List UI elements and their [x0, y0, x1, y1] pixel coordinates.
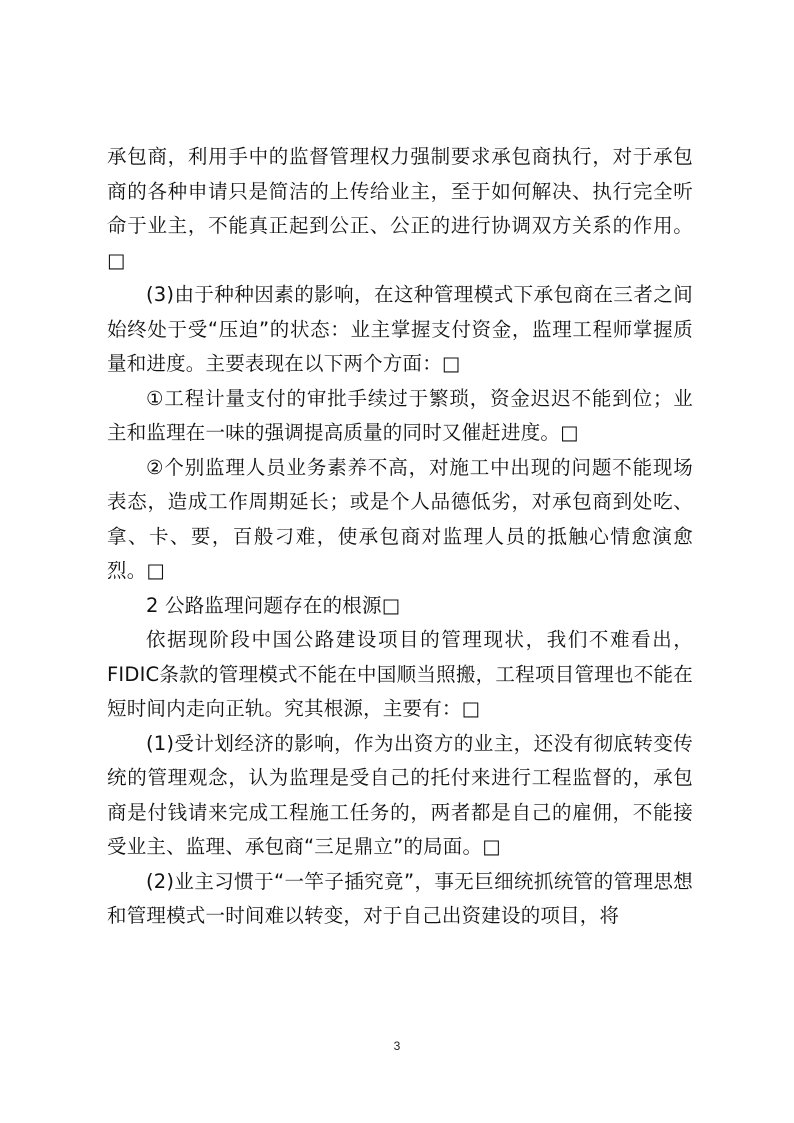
paragraph-cause-1: (1)受计划经济的影响，作为出资方的业主，还没有彻底转变传统的管理观念，认为监理是受自己的托付来进行工程监督的，承包商是付钱请来完成工程施工任务的，两者都是自己的雇佣，不能接受业主、监理、承包商“三足鼎立”的局面。□	[107, 731, 693, 858]
paragraph-root-causes-intro: 依据现阶段中国公路建设项目的管理现状，我们不难看出，FIDIC条款的管理模式不能在中国顺当照搬，工程项目管理也不能在短时间内走向正轨。究其根源，主要有：□	[107, 628, 693, 720]
paragraph-continuation: 承包商，利用手中的监督管理权力强制要求承包商执行，对于承包商的各种申请只是简洁的上传给业主，至于如何解决、执行完全听命于业主，不能真正起到公正、公正的进行协调双方关系的作用。□	[107, 145, 693, 272]
section-heading: 2 公路监理问题存在的根源□	[146, 593, 401, 617]
paragraph-sub-point-1: ①工程计量支付的审批手续过于繁琐，资金迟迟不能到位；业主和监理在一味的强调提高质量的同时又催赶进度。□	[107, 386, 693, 444]
paragraph-point-3: (3)由于种种因素的影响，在这种管理模式下承包商在三者之间始终处于受“压迫”的状态：业主掌握支付资金，监理工程师掌握质量和进度。主要表现在以下两个方面：□	[107, 283, 693, 375]
paragraph-sub-point-2: ②个别监理人员业务素养不高，对施工中出现的问题不能现场表态，造成工作周期延长；或是个人品德低劣，对承包商到处吃、拿、卡、要，百般刁难，使承包商对监理人员的抵触心情愈演愈烈。□	[107, 455, 693, 582]
body-text	[107, 140, 693, 934]
page-number: 3	[393, 1039, 401, 1053]
paragraph-cause-2: (2)业主习惯于“一竿子插究竟”，事无巨细统抓统管的管理思想和管理模式一时间难以转变，对于自己出资建设的项目，将	[107, 869, 693, 927]
